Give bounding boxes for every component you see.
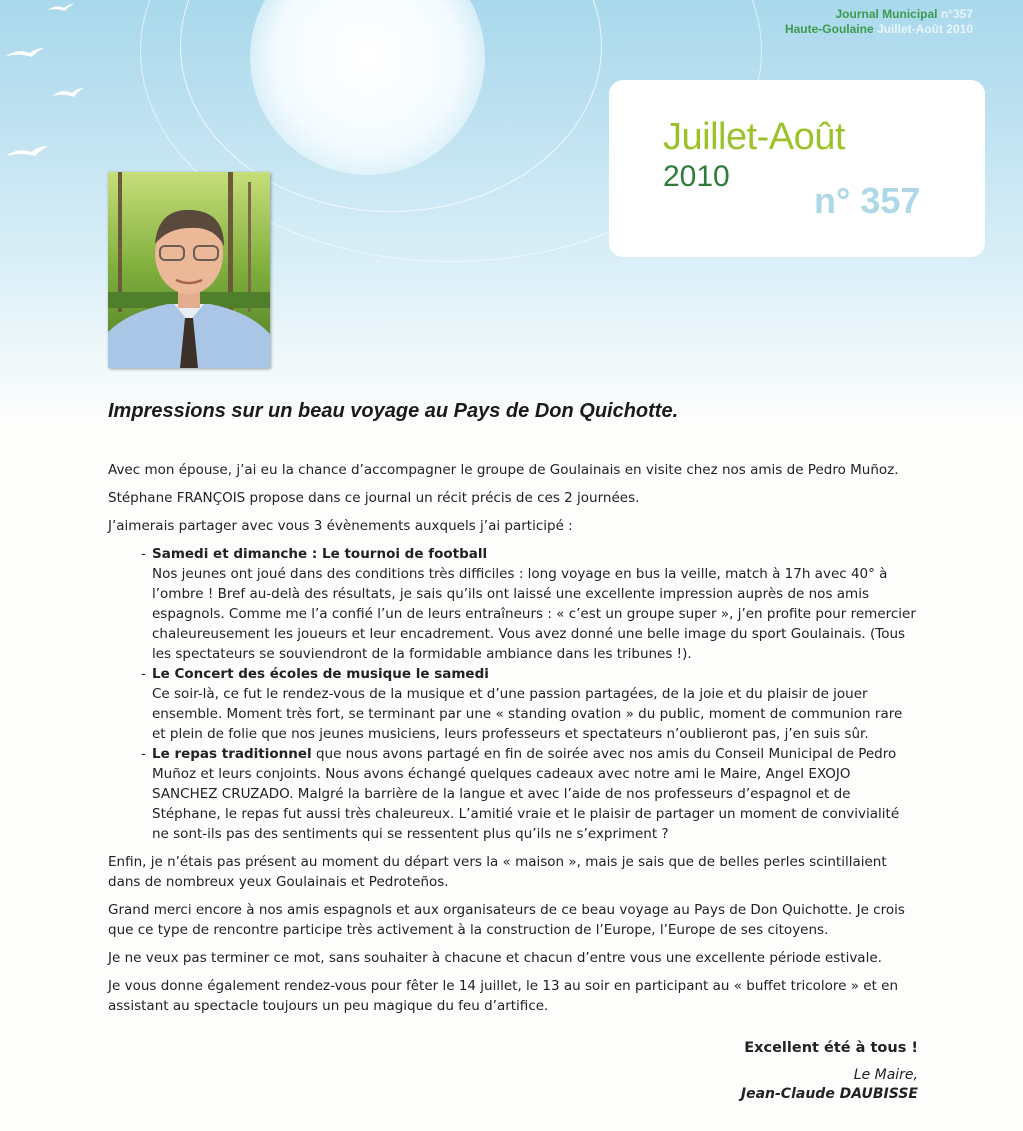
period-label: Juillet-Août 2010 bbox=[876, 22, 973, 36]
journal-number: n°357 bbox=[940, 7, 973, 21]
journal-line bbox=[785, 7, 973, 22]
event-item bbox=[108, 664, 918, 744]
intro-paragraph: J’aimerais partager avec vous 3 évènements auxquels j’ai participé : bbox=[108, 518, 573, 534]
event-dash: - bbox=[141, 746, 146, 762]
signature-role: Le Maire, bbox=[853, 1067, 918, 1083]
birds-decoration bbox=[0, 0, 110, 170]
issue-number: n° 357 bbox=[814, 180, 921, 221]
body-paragraph: Je ne veux pas terminer ce mot, sans souhaiter à chacune et chacun d’entre vous une excellente période estivale. bbox=[108, 950, 882, 966]
article-title: Impressions sur un beau voyage au Pays de Don Quichotte. bbox=[108, 400, 679, 422]
event-text: Ce soir-là, ce fut le rendez-vous de la musique et d’une passion partagées, de la joie et du plaisir de jouer ensemble. Moment très fort, se terminant par une « standing ovation » du public, moment de communion rare et plein de folie que nos jeunes musiciens, leurs professeurs et spectateurs n’oublieront pas, j’en suis sûr. bbox=[152, 686, 903, 742]
intro-paragraph: Stéphane FRANÇOIS propose dans ce journal un récit précis de ces 2 journées. bbox=[108, 490, 640, 506]
event-title: Samedi et dimanche : Le tournoi de football bbox=[152, 546, 488, 562]
issue-month: Juillet-Août bbox=[663, 116, 845, 158]
body-paragraph: Grand merci encore à nos amis espagnols et aux organisateurs de ce beau voyage au Pays de Don Quichotte. Je crois que ce type de rencontre participe très activement à la construction de l’Europe, l’Europe de ses citoyens. bbox=[108, 902, 905, 938]
signature-block bbox=[741, 1038, 918, 1104]
event-dash: - bbox=[141, 666, 146, 682]
signature-name: Jean-Claude DAUBISSE bbox=[740, 1086, 918, 1102]
events-list bbox=[108, 544, 918, 844]
body-paragraph: Je vous donne également rendez-vous pour fêter le 14 juillet, le 13 au soir en participant au « buffet tricolore » et en assistant au spectacle toujours un peu magique du feu d’artifice. bbox=[108, 978, 899, 1014]
event-dash: - bbox=[141, 546, 146, 562]
issue-year: 2010 bbox=[663, 160, 730, 193]
journal-header bbox=[785, 7, 973, 37]
event-text: que nous avons partagé en fin de soirée avec nos amis du Conseil Municipal de Pedro Muñoz et leurs conjoints. Nous avons échangé quelques cadeaux avec notre ami le Maire, Angel EXOJO SANCHEZ CRUZADO. Malgré la barrière de la langue et avec l’aide de nos professeurs d’espagnol et de Stéphane, le repas fut aussi très chaleureux. L’amitié vraie et le plaisir de partager un moment de convivialité ne sont-ils pas des sentiments qui se ressentent plus qu’ils ne s’expriment ? bbox=[152, 746, 900, 842]
issue-box bbox=[609, 80, 985, 257]
event-title: Le repas traditionnel bbox=[152, 746, 312, 762]
event-item bbox=[108, 744, 918, 844]
mayor-photo bbox=[108, 172, 270, 368]
bird-icon bbox=[6, 48, 44, 57]
closing-line: Excellent été à tous ! bbox=[744, 1040, 918, 1056]
body-paragraph: Enfin, je n’étais pas présent au moment du départ vers la « maison », mais je sais que de belles perles scintillaient dans de nombreux yeux Goulainais et Pedroteños. bbox=[108, 854, 887, 890]
event-text: Nos jeunes ont joué dans des conditions très difficiles : long voyage en bus la veille, match à 17h avec 40° à l’ombre ! Bref au-delà des résultats, je sais qu’ils ont laissé une excellente impression auprès de nos amis espagnols. Comme me l’a confié l’un de leurs entraîneurs : « c’est un groupe super », j’en profite pour remercier chaleureusement les joueurs et leur encadrement. Vous avez donné une belle image du sport Goulainais. (Tous les spectateurs se souviendront de la formidable ambiance dans les tribunes !). bbox=[152, 566, 916, 662]
event-title: Le Concert des écoles de musique le samedi bbox=[152, 666, 489, 682]
bird-icon bbox=[52, 88, 84, 97]
bird-icon bbox=[48, 4, 74, 11]
town-name: Haute-Goulaine bbox=[784, 22, 874, 36]
journal-label: Journal Municipal bbox=[835, 7, 938, 21]
bird-icon bbox=[6, 146, 48, 156]
intro-paragraph: Avec mon épouse, j’ai eu la chance d’accompagner le groupe de Goulainais en visite chez nos amis de Pedro Muñoz. bbox=[108, 462, 899, 478]
town-line bbox=[785, 22, 973, 37]
article-body bbox=[108, 460, 918, 1024]
event-item bbox=[108, 544, 918, 664]
